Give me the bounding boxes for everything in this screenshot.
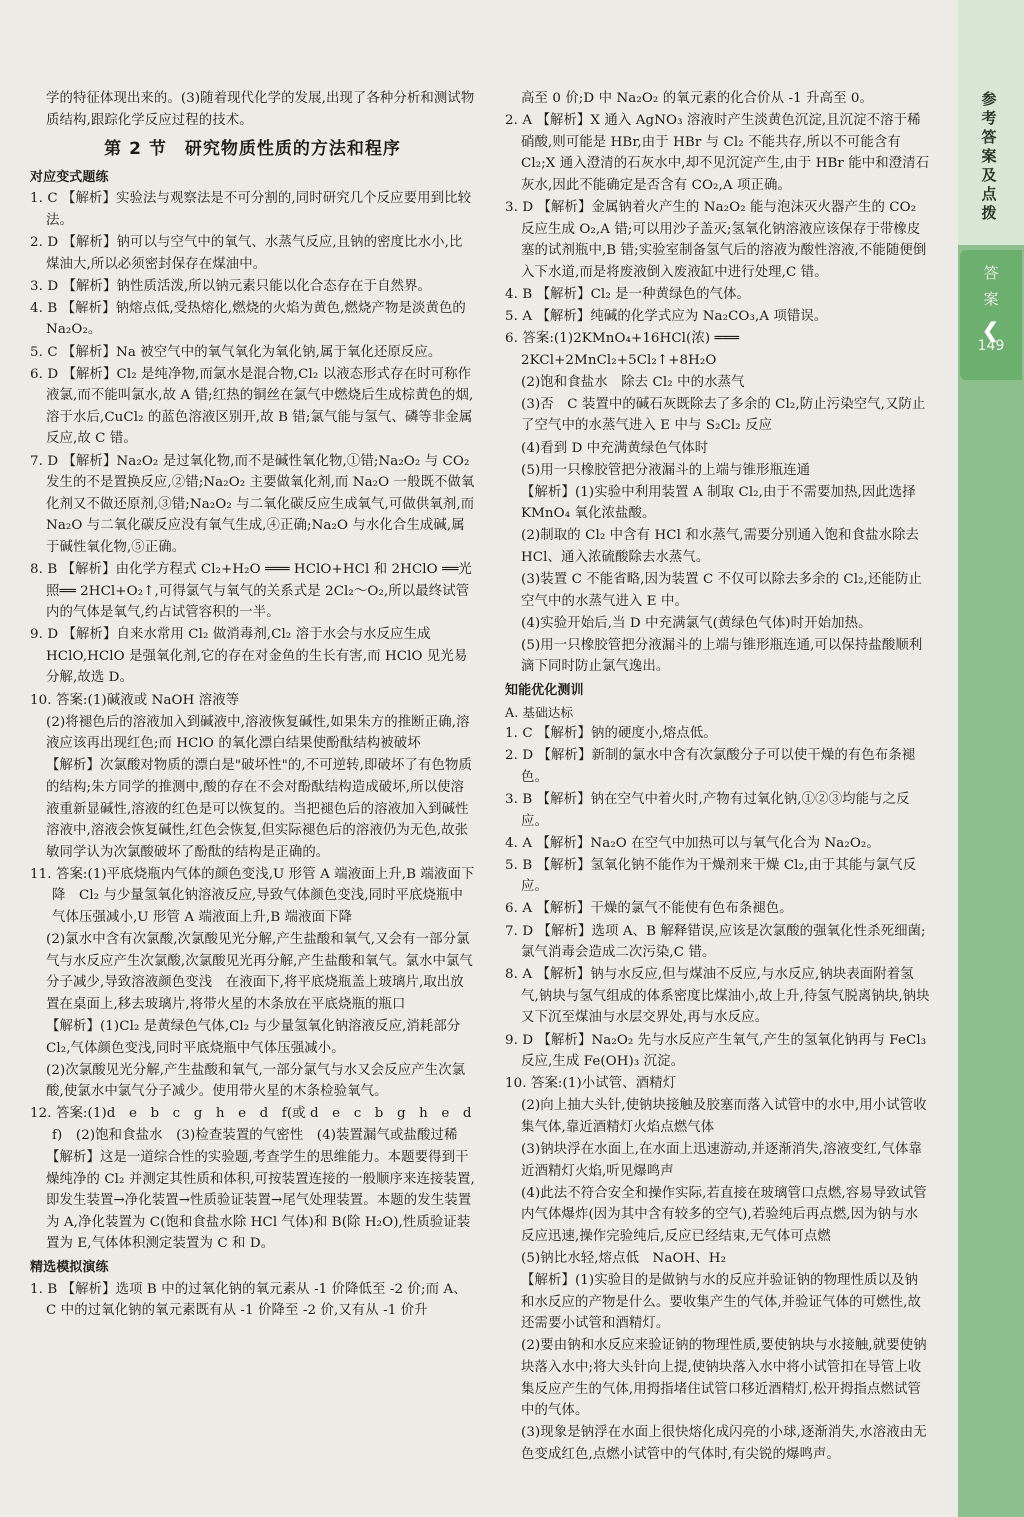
answer-paragraph: 学的特征体现出来的。(3)随着现代化学的发展,出现了各种分析和测试物质结构,跟踪化学反应过程的技术。 bbox=[46, 91, 475, 128]
sidebar-header bbox=[958, 0, 1024, 245]
answer-paragraph: 3. D 【解析】金属钠着火产生的 Na₂O₂ 能与泡沫灭火器产生的 CO₂ 反应生成 O₂,A 错;可以用沙子盖灭;氢氧化钠溶液应该保存于带橡皮塞的试剂瓶中,B 错;实验室制备氢气后的溶液为酸性溶液,不能随便倒入下水道,而是将废液倒入废液缸中进行处理,C 错。 bbox=[505, 199, 927, 280]
answer-tab-label: 答 案 bbox=[983, 264, 999, 308]
answer-paragraph: 3. D 【解析】钠性质活泼,所以钠元素只能以化合态存在于自然界。 bbox=[30, 278, 432, 294]
answer-paragraph: (5)用一只橡胶管把分液漏斗的上端与锥形瓶连通 bbox=[521, 462, 811, 478]
answer-paragraph: (5)用一只橡胶管把分液漏斗的上端与锥形瓶连通,可以保持盐酸顺利滴下同时防止氯气逸出。 bbox=[521, 637, 923, 675]
answer-paragraph: 2. D 【解析】钠可以与空气中的氧气、水蒸气反应,且钠的密度比水小,比煤油大,所以必须密封保存在煤油中。 bbox=[30, 235, 463, 272]
answer-paragraph: (2)饱和食盐水 除去 Cl₂ 中的水蒸气 bbox=[521, 374, 745, 390]
answer-paragraph: 11. 答案:(1)平底烧瓶内气体的颜色变浅,U 形管 A 端液面上升,B 端液面下降 Cl₂ 与少量氢氧化钠溶液反应,导致气体颜色变浅,同时平底烧瓶中气体压强减小,U 形管 A 端液面上升,B 端液面下降 bbox=[30, 866, 475, 925]
answer-paragraph: 1. C 【解析】钠的硬度小,熔点低。 bbox=[505, 726, 717, 742]
right-column bbox=[505, 88, 931, 1466]
answer-paragraph: 7. D 【解析】Na₂O₂ 是过氧化物,而不是碱性氧化物,①错;Na₂O₂ 与 CO₂ 发生的不是置换反应,②错;Na₂O₂ 主要做氧化剂,而 Na₂O 一般既不做氧化剂又不做还原剂,③错;Na₂O₂ 与二氧化碳反应生成氧气,可做供氧剂,而 Na₂O 与二氧化碳反应没有氧气生成,④正确;Na₂O 与水化合生成碱,属于碱性氧化物,⑤正确。 bbox=[30, 453, 475, 555]
answer-paragraph: (3)现象是钠浮在水面上很快熔化成闪亮的小球,逐渐消失,水溶液由无色变成红色,点燃小试管中的气体时,有尖锐的爆鸣声。 bbox=[521, 1425, 927, 1462]
answer-paragraph: 10. 答案:(1)小试管、酒精灯 bbox=[505, 1076, 677, 1092]
column-gutter bbox=[490, 88, 491, 1468]
answer-paragraph: 5. C 【解析】Na 被空气中的氧气氧化为氧化钠,属于氧化还原反应。 bbox=[30, 344, 442, 360]
answer-paragraph: 4. B 【解析】Cl₂ 是一种黄绿色的气体。 bbox=[505, 286, 751, 302]
answer-paragraph: 6. D 【解析】Cl₂ 是纯净物,而氯水是混合物,Cl₂ 以液态形式存在时可称作液氯,而不能叫氯水,故 A 错;红热的铜丝在氯气中燃烧后生成棕黄色的烟,溶于水后,CuCl₂ 的蓝色溶液区别开,故 B 错;氯气能与氢气、磷等非金属反应,故 C 错。 bbox=[30, 366, 474, 447]
level-label: A. 基础达标 bbox=[505, 704, 574, 720]
answer-paragraph: 1. C 【解析】实验法与观察法是不可分割的,同时研究几个反应要用到比较法。 bbox=[30, 191, 472, 228]
answer-paragraph: 2. D 【解析】新制的氯水中含有次氯酸分子可以使干燥的有色布条褪色。 bbox=[505, 748, 916, 785]
answer-paragraph: 高至 0 价;D 中 Na₂O₂ 的氧元素的化合价从 -1 升高至 0。 bbox=[521, 91, 874, 106]
answer-paragraph: (2)制取的 Cl₂ 中含有 HCl 和水蒸气,需要分别通入饱和食盐水除去 HCl、通入浓硫酸除去水蒸气。 bbox=[521, 528, 920, 565]
answer-paragraph: (3)装置 C 不能省略,因为装置 C 不仅可以除去多余的 Cl₂,还能防止空气中的水蒸气进入 E 中。 bbox=[521, 572, 922, 609]
answer-paragraph: 4. A 【解析】Na₂O 在空气中加热可以与氧气化合为 Na₂O₂。 bbox=[505, 835, 880, 851]
answer-paragraph: 2. A 【解析】X 通入 AgNO₃ 溶液时产生淡黄色沉淀,且沉淀不溶于稀硝酸,则可能是 HBr,由于 HBr 与 Cl₂ 不能共存,所以不可能含有 Cl₂;X 通入澄清的石灰水中,却不见沉淀产生,由于 HBr 能中和澄清石灰水,因此不能确定是否含有 CO₂,A 项正确。 bbox=[505, 113, 930, 193]
answer-paragraph: 7. D 【解析】选项 A、B 解释错误,应该是次氯酸的强氧化性杀死细菌;氯气消毒会造成二次污染,C 错。 bbox=[505, 923, 926, 961]
page-number: 149 bbox=[977, 338, 1005, 354]
answer-paragraph: (3)否 C 装置中的碱石灰既除去了多余的 Cl₂,防止污染空气,又防止了空气中的水蒸气进入 E 中与 S₂Cl₂ 反应 bbox=[521, 396, 926, 434]
answer-paragraph: 【解析】(1)实验目的是做钠与水的反应并验证钠的物理性质以及钠和水反应的产物是什么。要收集产生的气体,并验证气体的可燃性,故还需要小试管和酒精灯。 bbox=[521, 1273, 921, 1332]
answer-paragraph: 3. B 【解析】钠在空气中着火时,产物有过氧化钠,①②③均能与之反应。 bbox=[505, 792, 910, 829]
answer-paragraph: 12. 答案:(1)d e b c g h e d f(或 d e c b g h e d f) (2)饱和食盐水 (3)检查装置的气密性 (4)装置漏气或盐酸过稀 bbox=[30, 1106, 486, 1143]
answer-paragraph: 【解析】(1)实验中利用装置 A 制取 Cl₂,由于不需要加热,因此选择 KMnO₄ 氧化浓盐酸。 bbox=[521, 484, 916, 522]
answer-paragraph: (4)看到 D 中充满黄绿色气体时 bbox=[521, 440, 709, 456]
answer-paragraph: 10. 答案:(1)碱液或 NaOH 溶液等 bbox=[30, 692, 240, 708]
answer-paragraph: 【解析】次氯酸对物质的漂白是"破坏性"的,不可逆转,即破坏了有色物质的结构;朱方同学的推测中,酸的存在不会对酚酞结构造成破坏,所以使溶液重新显碱性,溶液的红色是可以恢复的。当把褪色后的溶液加入到碱性溶液中,溶液会恢复碱性,红色会恢复,但实际褪色后的溶液仍为无色,故张敏同学认为次氯酸破坏了酚酞的结构是正确的。 bbox=[46, 758, 472, 860]
answer-paragraph: (2)将褪色后的溶液加入到碱液中,溶液恢复碱性,如果朱方的推断正确,溶液应该再出现红色;而 HClO 的氧化漂白结果使酚酞结构被破坏 bbox=[46, 714, 470, 752]
sidebar-title: 参考答案及点拨 bbox=[981, 90, 997, 222]
answer-paragraph: 【解析】这是一道综合性的实验题,考查学生的思维能力。本题要得到干燥纯净的 Cl₂ 并测定其性质和体积,可按装置连接的一般顺序来连接装置,即发生装置→净化装置→性质验证装置→尾气处理装置。本题的发生装置为 A,净化装置为 C(饱和食盐水除 HCl 气体)和 B(除 H₂O),性质验证装置为 E,气体体积测定装置为 C 和 D。 bbox=[46, 1150, 475, 1252]
answer-paragraph: (4)此法不符合安全和操作实际,若直接在玻璃管口点燃,容易导致试管内气体爆炸(因为其中含有较多的空气),若验纯后再点燃,因为钠与水反应迅速,操作完验纯后,反应已经结束,无气体可点燃 bbox=[521, 1185, 927, 1244]
subsection-heading: 对应变式题练 bbox=[30, 169, 109, 185]
left-column bbox=[30, 88, 486, 1322]
answer-paragraph: 6. A 【解析】干燥的氯气不能使有色布条褪色。 bbox=[505, 901, 793, 917]
answer-sidebar bbox=[958, 0, 1024, 1517]
subsection-heading: 知能优化测训 bbox=[505, 683, 584, 699]
answer-paragraph: 6. 答案:(1)2KMnO₄+16HCl(浓) ═══ 2KCl+2MnCl₂+5Cl₂↑+8H₂O bbox=[505, 331, 740, 368]
answer-paragraph: 9. D 【解析】自来水常用 Cl₂ 做消毒剂,Cl₂ 溶于水会与水反应生成 HClO,HClO 是强氧化剂,它的存在对金鱼的生长有害,而 HClO 见光易分解,故选 D。 bbox=[30, 627, 468, 686]
answer-paragraph: 1. B 【解析】选项 B 中的过氧化钠的氧元素从 -1 价降低至 -2 价;而 A、C 中的过氧化钠的氧元素既有从 -1 价降至 -2 价,又有从 -1 价升 bbox=[30, 1281, 467, 1319]
answer-paragraph: 5. A 【解析】纯碱的化学式应为 Na₂CO₃,A 项错误。 bbox=[505, 308, 828, 324]
answer-paragraph: 8. A 【解析】钠与水反应,但与煤油不反应,与水反应,钠块表面附着氢气,钠块与氢气组成的体系密度比煤油小,故上升,待氢气脱离钠块,钠块又下沉至煤油与水层交界处,再与水反应。 bbox=[505, 967, 930, 1026]
answer-paragraph: (3)钠块浮在水面上,在水面上迅速游动,并逐渐消失,溶液变红,气体靠近酒精灯火焰,听见爆鸣声 bbox=[521, 1142, 922, 1179]
answer-tab[interactable] bbox=[960, 250, 1022, 380]
answer-paragraph: (2)向上抽大头针,使钠块接触及胶塞而落入试管中的水中,用小试管收集气体,靠近酒精灯火焰点燃气体 bbox=[521, 1098, 927, 1135]
answer-paragraph: 9. D 【解析】Na₂O₂ 先与水反应产生氧气,产生的氢氧化钠再与 FeCl₃ 反应,生成 Fe(OH)₃ 沉淀。 bbox=[505, 1032, 927, 1070]
answer-paragraph: (4)实验开始后,当 D 中充满氯气(黄绿色气体)时开始加热。 bbox=[521, 615, 872, 631]
chevron-left-icon: ❮ bbox=[982, 318, 999, 342]
answer-paragraph: (2)要由钠和水反应来验证钠的物理性质,要使钠块与水接触,就要使钠块落入水中;将大头针向上提,使钠块落入水中将小试管扣在导管上收集反应产生的气体,用拇指堵住试管口移近酒精灯,松开拇指点燃试管中的气体。 bbox=[521, 1338, 927, 1419]
answer-paragraph: (5)钠比水轻,熔点低 NaOH、H₂ bbox=[521, 1250, 727, 1266]
section-heading: 第 2 节 研究物质性质的方法和程序 bbox=[104, 139, 401, 160]
subsection-heading: 精选模拟演练 bbox=[30, 1259, 109, 1275]
answer-paragraph: 4. B 【解析】钠熔点低,受热熔化,燃烧的火焰为黄色,燃烧产物是淡黄色的 Na₂O₂。 bbox=[30, 300, 466, 338]
answer-paragraph: 8. B 【解析】由化学方程式 Cl₂+H₂O ═══ HClO+HCl 和 2HClO ══光照══ 2HCl+O₂↑,可得氯气与氧气的关系式是 2Cl₂～O₂,所以最终试管内的气体是氧气,约占试管容积的一半。 bbox=[30, 561, 472, 621]
answer-paragraph: (2)氯水中含有次氯酸,次氯酸见光分解,产生盐酸和氧气,又会有一部分氯气与水反应产生次氯酸,次氯酸见光再分解,产生盐酸和氧气。氯水中氯气分子减少,导致溶液颜色变浅 在液面下,将平底烧瓶盖上玻璃片,取出放置在桌面上,移去玻璃片,将带火星的木条放在平底烧瓶的瓶口 bbox=[46, 932, 473, 1012]
answer-paragraph: 【解析】(1)Cl₂ 是黄绿色气体,Cl₂ 与少量氢氧化钠溶液反应,消耗部分 Cl₂,气体颜色变浅,同时平底烧瓶中气体压强减小。 bbox=[46, 1018, 461, 1056]
answer-paragraph: 5. B 【解析】氢氧化钠不能作为干燥剂来干燥 Cl₂,由于其能与氯气反应。 bbox=[505, 857, 917, 895]
answer-paragraph: (2)次氯酸见光分解,产生盐酸和氧气,一部分氯气与水又会反应产生次氯酸,使氯水中氯气分子减少。使用带火星的木条检验氧气。 bbox=[46, 1062, 466, 1100]
